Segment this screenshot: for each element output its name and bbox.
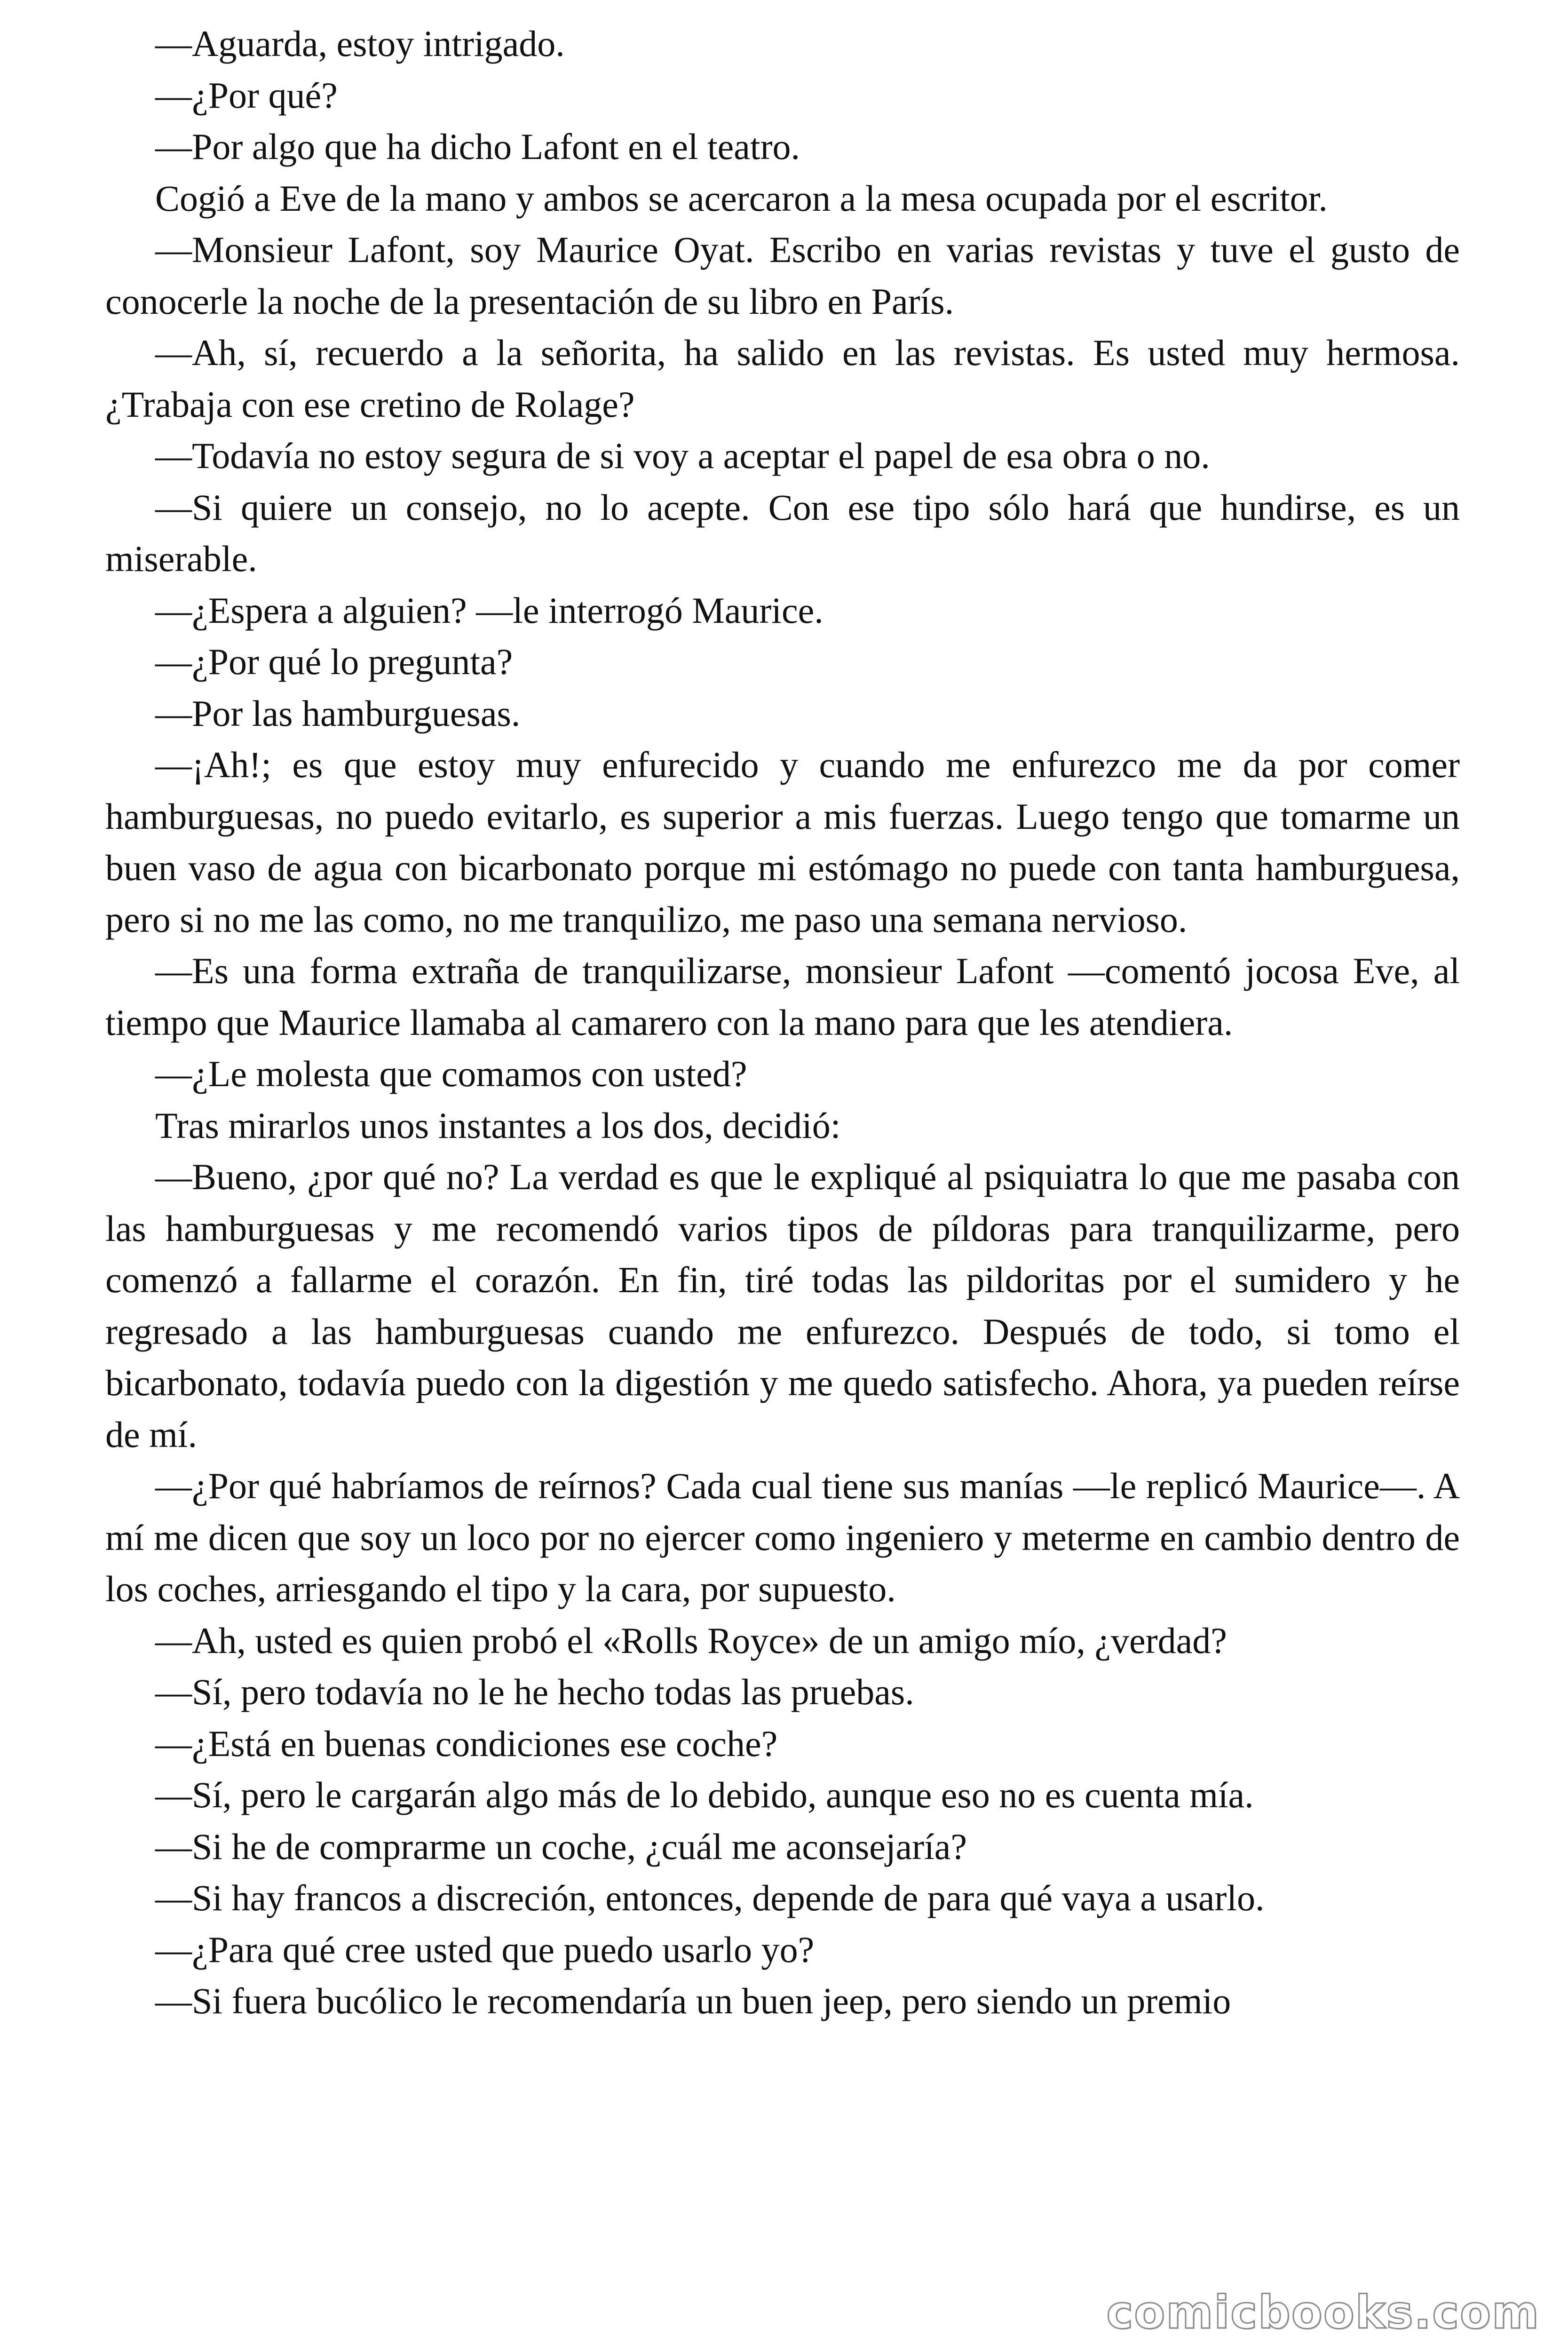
paragraph: —¿Por qué lo pregunta? <box>155 641 513 682</box>
paragraph: —¿Le molesta que comamos con usted? <box>155 1053 747 1094</box>
paragraph: —Ah, sí, recuerdo a la señorita, ha salido en las revistas. Es usted muy hermosa. ¿Trabaja con ese cretino de Rolage? <box>105 332 1460 425</box>
paragraph: —¿Espera a alguien? —le interrogó Maurice. <box>155 589 824 631</box>
paragraph: —Por algo que ha dicho Lafont en el teatro. <box>155 126 800 167</box>
paragraph: —Todavía no estoy segura de si voy a aceptar el papel de esa obra o no. <box>155 435 1210 476</box>
paragraph: —Monsieur Lafont, soy Maurice Oyat. Escribo en varias revistas y tuve el gusto de conocerle la noche de la presentación de su libro en París. <box>105 229 1460 322</box>
paragraph: —Si he de comprarme un coche, ¿cuál me aconsejaría? <box>155 1826 967 1867</box>
paragraph: —Si quiere un consejo, no lo acepte. Con ese tipo sólo hará que hundirse, es un miserable. <box>105 486 1460 579</box>
paragraph: —¿Para qué cree usted que puedo usarlo yo? <box>155 1929 815 1970</box>
paragraph: —¿Está en buenas condiciones ese coche? <box>155 1723 778 1764</box>
paragraph: —Sí, pero todavía no le he hecho todas las pruebas. <box>155 1671 914 1712</box>
paragraph: Cogió a Eve de la mano y ambos se acercaron a la mesa ocupada por el escritor. <box>155 177 1328 219</box>
paragraph: —Sí, pero le cargarán algo más de lo debido, aunque eso no es cuenta mía. <box>155 1774 1254 1815</box>
watermark-text: comicbooks.com <box>1106 2286 1540 2339</box>
paragraph: —¡Ah!; es que estoy muy enfurecido y cuando me enfurezco me da por comer hamburguesas, no puedo evitarlo, es superior a mis fuerzas. Luego tengo que tomarme un buen vaso de agua con bicarbonato porque mi estómago no puede con tanta hamburguesa, pero si no me las como, no me tranquilizo, me paso una semana nervioso. <box>105 744 1460 940</box>
paragraph: —Si hay francos a discreción, entonces, depende de para qué vaya a usarlo. <box>155 1877 1265 1918</box>
book-page-text <box>105 18 1460 2027</box>
paragraph: —Es una forma extraña de tranquilizarse, monsieur Lafont —comentó jocosa Eve, al tiempo que Maurice llamaba al camarero con la mano para que les atendiera. <box>105 950 1460 1043</box>
paragraph: —Bueno, ¿por qué no? La verdad es que le expliqué al psiquiatra lo que me pasaba con las hamburguesas y me recomendó varios tipos de píldoras para tranquilizarme, pero comenzó a fallarme el corazón. En fin, tiré todas las pildoritas por el sumidero y he regresado a las hamburguesas cuando me enfurezco. Después de todo, si tomo el bicarbonato, todavía puedo con la digestión y me quedo satisfecho. Ahora, ya pueden reírse de mí. <box>105 1156 1460 1455</box>
paragraph: —Ah, usted es quien probó el «Rolls Royce» de un amigo mío, ¿verdad? <box>155 1620 1227 1661</box>
paragraph: —Aguarda, estoy intrigado. <box>155 23 565 64</box>
paragraph: —¿Por qué? <box>155 74 338 116</box>
paragraph: Tras mirarlos unos instantes a los dos, decidió: <box>155 1104 841 1146</box>
paragraph: —¿Por qué habríamos de reírnos? Cada cual tiene sus manías —le replicó Maurice—. A mí me dicen que soy un loco por no ejercer como ingeniero y meterme en cambio dentro de los coches, arriesgando el tipo y la cara, por supuesto. <box>105 1465 1460 1609</box>
paragraph: —Por las hamburguesas. <box>155 692 521 734</box>
paragraph: —Si fuera bucólico le recomendaría un buen jeep, pero siendo un premio <box>155 1980 1231 2021</box>
